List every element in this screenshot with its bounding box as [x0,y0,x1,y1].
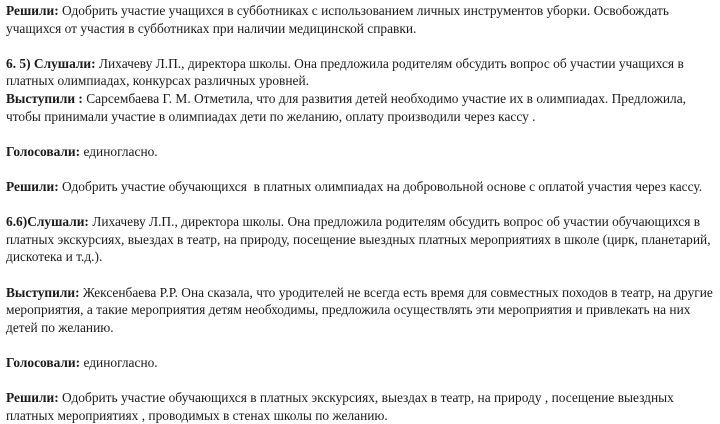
paragraph-decision-6-6 [6,389,714,424]
paragraph-voted-6-5 [6,143,714,161]
spacer [6,37,714,55]
spoke-label: Выступили: [6,284,80,300]
spacer [6,125,714,143]
decision-text: Одобрить участие учащихся в субботниках с использованием личных инструментов уборки. Освобождать учащихся от участия в субботниках при наличии медицинской справки. [6,3,673,36]
paragraph-spoke-6-5 [6,90,714,125]
heard-label: 6. 5) Слушали: [6,55,96,71]
paragraph-decision-6-5 [6,178,714,196]
voted-label: Голосовали: [6,354,81,370]
heard-text: Лихачеву Л.П., директора школы. Она предложила родителям обсудить вопрос об участии обучающихся в платных экскурсиях, выездах в театр, на природу, посещение выездных платных мероприятиях в школе (цирк, планетарий, дискотека и т.д.). [6,214,714,265]
spacer [6,371,714,389]
voted-label: Голосовали: [6,143,81,159]
paragraph-heard-6-5 [6,55,714,90]
spoke-text: Жексенбаева Р.Р. Она сказала, что уродителей не всегда есть время для совместных походов в театр, на другие мероприятия, а такие мероприятия детям необходимы, предложила осуществлять эти мероприятия и привлекать на них детей по желанию. [6,284,717,335]
paragraph-decision-5 [6,2,714,37]
voted-text: единогласно. [80,143,158,159]
decision-label: Решили: [6,178,59,194]
spoke-label: Выступили : [6,90,83,106]
spacer [6,336,714,354]
spacer [6,196,714,214]
heard-label: 6.6)Слушали: [6,214,89,230]
decision-label: Решили: [6,390,59,406]
voted-text: единогласно. [80,354,158,370]
heard-text: Лихачеву Л.П., директора школы. Она предложила родителям обсудить вопрос об участии учащихся в платных олимпиадах, конкурсах различных уровней. [6,55,688,89]
spacer [6,266,714,284]
spoke-text: Сарсембаева Г. М. Отметила, что для развития детей необходимо участие их в олимпиадах. Предложила, чтобы принимали участие в олимпиадах дети по желанию, оплату производили через кассу . [6,90,690,124]
decision-text: Одобрить участие обучающихся в платных экскурсиях, выездах в театр, на природу , посещение выездных платных мероприятиях , проводимых в стенах школы по желанию. [6,390,678,423]
paragraph-spoke-6-6 [6,284,717,337]
spacer [6,160,714,178]
paragraph-heard-6-6 [6,213,714,266]
decision-label: Решили: [6,3,59,18]
paragraph-voted-6-6 [6,354,714,372]
decision-text: Одобрить участие обучающихся в платных олимпиадах на добровольной основе с оплатой участия через кассу. [58,178,703,194]
